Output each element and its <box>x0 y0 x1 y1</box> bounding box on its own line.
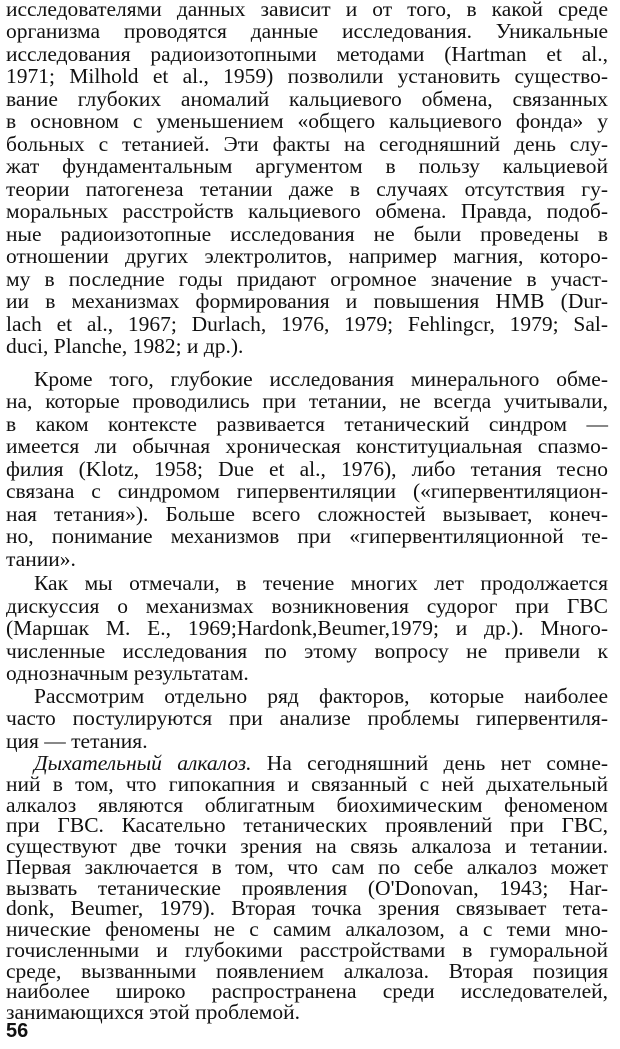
text-line: Рассмотрим отдельно ряд факторов, которые наиболее <box>34 684 608 708</box>
text-line: Как мы отмечали, в течение многих лет продолжается <box>34 571 608 595</box>
heading-line-text: На сегодняшний день нет сомне- <box>266 751 609 775</box>
text-line: теории патогенеза тетании даже в случаях отсутствия гу- <box>6 177 608 201</box>
text-line: ные радиоизотопные исследования не были проведены в <box>6 222 608 246</box>
text-line: моральных расстройств кальциевого обмена. Правда, подоб- <box>6 199 608 223</box>
text-line: численные исследования по этому вопросу не привели к <box>6 639 608 663</box>
text-line: наиболее широко распространена среди исследователей, <box>6 979 608 1003</box>
text-line: ний в том, что гипокапния и связанный с ней дыхательный <box>6 772 608 796</box>
text-line: lach et al., 1967; Durlach, 1976, 1979; Fehlingcr, 1979; Sal- <box>6 312 608 336</box>
text-line: гочисленными и глубокими расстройствами в гуморальной <box>6 938 608 962</box>
text-line: му в последние годы придают огромное значение в участ- <box>6 267 608 291</box>
text-line: среде, вызванными появлением алкалоза. Вторая позиция <box>6 959 608 983</box>
text-line: тании». <box>6 547 76 571</box>
text-line: организма проводятся данные исследования. Уникальные <box>6 19 608 43</box>
text-line: однозначным результатам. <box>6 661 249 685</box>
text-line: Первая заключается в том, что сам по себе алкалоз может <box>6 855 608 879</box>
text-line: связана с синдромом гипервентиляции («гипервентиляцион- <box>6 479 608 503</box>
text-line: ии в механизмах формирования и повышения НМВ (Dur- <box>6 289 608 313</box>
text-line: ция — тетания. <box>6 729 148 753</box>
text-line: ная тетания»). Больше всего сложностей вызывает, конеч- <box>6 502 608 526</box>
text-line: существуют две точки зрения на связь алкалоза и тетании. <box>6 834 608 858</box>
text-line: больных с тетанией. Эти факты на сегодняшний день слу- <box>6 132 608 156</box>
text-line: Кроме того, глубокие исследования минерального обме- <box>34 367 608 391</box>
text-line: в каком контексте развивается тетанический синдром — <box>6 412 608 436</box>
text-line: на, которые проводились при тетании, не всегда учитывали, <box>6 389 608 413</box>
text-line: занимающихся этой проблемой. <box>6 1000 300 1024</box>
text-line: исследования радиоизотопными методами (Hartman et al., <box>6 42 608 66</box>
text-line: duci, Planche, 1982; и др.). <box>6 334 244 358</box>
text-line: филия (Klotz, 1958; Due et al., 1976), либо тетания тесно <box>6 457 608 481</box>
text-line: жат фундаментальным аргументом в пользу кальциевой <box>6 154 608 178</box>
text-line: часто постулируются при анализе проблемы гипервентиля- <box>6 706 608 730</box>
text-line: в основном с уменьшением «общего кальциевого фонда» у <box>6 109 608 133</box>
text-line: вызвать тетанические проявления (O'Donovan, 1943; Har- <box>6 876 608 900</box>
text-line: donk, Beumer, 1979). Вторая точка зрения связывает тета- <box>6 896 608 920</box>
text-line: исследователями данных зависит и от того, в какой среде <box>6 0 608 21</box>
text-line: 1971; Milhold et al., 1959) позволили установить существо- <box>6 64 608 88</box>
text-line: отношении других электролитов, например магния, которо- <box>6 244 608 268</box>
text-line: алкалоз являются облигатным биохимическим феноменом <box>6 793 608 817</box>
text-line: имеется ли обычная хроническая конституциальная спазмо- <box>6 434 608 458</box>
text-line: дискуссия о механизмах возникновения судорог при ГВС <box>6 594 608 618</box>
text-line: (Маршак М. Е., 1969;Hardonk,Beumer,1979; и др.). Много- <box>6 616 608 640</box>
text-line: при ГВС. Касательно тетанических проявлений при ГВС, <box>6 813 608 837</box>
page-number: 56 <box>6 1020 29 1042</box>
text-line: нические феномены не с самим алкалозом, а с теми мно- <box>6 917 608 941</box>
text-line: но, понимание механизмов при «гипервентиляционной те- <box>6 524 608 548</box>
section-heading: Дыхательный алкалоз. <box>34 751 252 775</box>
text-line: вание глубоких аномалий кальциевого обмена, связанных <box>6 87 608 111</box>
